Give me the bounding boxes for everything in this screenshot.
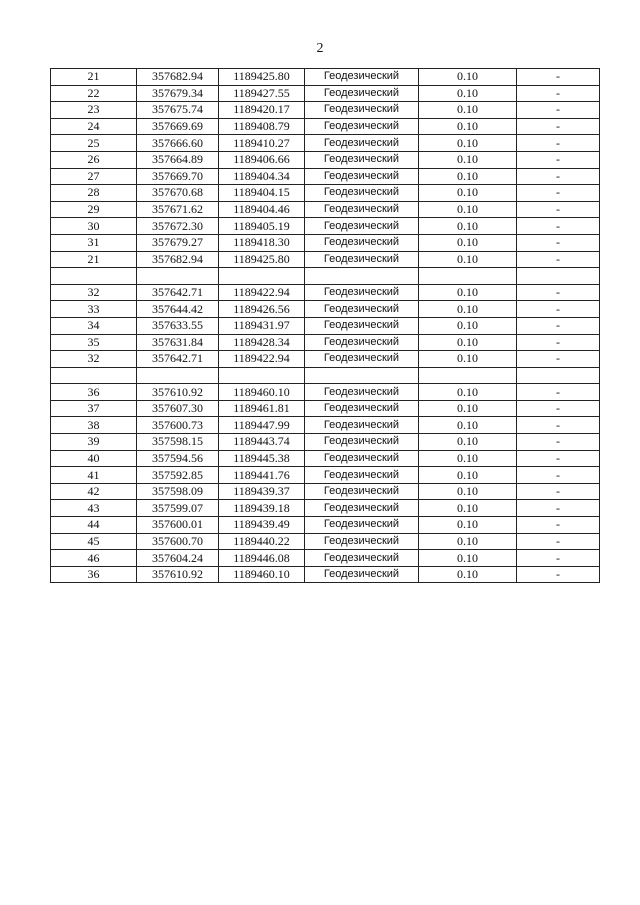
y-coordinate-cell: 1189447.99 [219,417,305,434]
note-cell: - [517,384,600,401]
y-coordinate-cell: 1189439.18 [219,500,305,517]
x-coordinate-cell: 357594.56 [137,450,219,467]
method-cell: Геодезический [305,284,419,301]
x-coordinate-cell: 357604.24 [137,550,219,567]
x-coordinate-cell: 357664.89 [137,151,219,168]
table-row [51,351,600,368]
x-coordinate-cell: 357610.92 [137,384,219,401]
method-cell: Геодезический [305,317,419,334]
y-coordinate-cell: 1189426.56 [219,301,305,318]
accuracy-cell: 0.10 [419,317,517,334]
method-cell: Геодезический [305,400,419,417]
y-coordinate-cell: 1189441.76 [219,467,305,484]
coordinates-table-body [51,69,600,583]
note-cell: - [517,566,600,583]
x-coordinate-cell: 357633.55 [137,317,219,334]
accuracy-cell: 0.10 [419,185,517,202]
y-coordinate-cell: 1189404.46 [219,201,305,218]
y-coordinate-cell: 1189439.37 [219,483,305,500]
x-coordinate-cell: 357671.62 [137,201,219,218]
table-row [51,135,600,152]
table-row [51,533,600,550]
table-row [51,301,600,318]
table-row [51,168,600,185]
point-number-cell: 39 [51,434,137,451]
y-coordinate-cell: 1189422.94 [219,351,305,368]
method-cell: Геодезический [305,168,419,185]
table-row [51,251,600,268]
y-coordinate-cell: 1189406.66 [219,151,305,168]
method-cell: Геодезический [305,384,419,401]
x-coordinate-cell: 357682.94 [137,69,219,86]
x-coordinate-cell: 357642.71 [137,284,219,301]
x-coordinate-cell: 357679.27 [137,234,219,251]
note-cell: - [517,400,600,417]
y-coordinate-cell: 1189404.34 [219,168,305,185]
y-coordinate-cell: 1189427.55 [219,85,305,102]
empty-cell [51,268,137,285]
x-coordinate-cell: 357600.01 [137,517,219,534]
x-coordinate-cell: 357631.84 [137,334,219,351]
accuracy-cell: 0.10 [419,69,517,86]
method-cell: Геодезический [305,85,419,102]
accuracy-cell: 0.10 [419,151,517,168]
accuracy-cell: 0.10 [419,218,517,235]
point-number-cell: 46 [51,550,137,567]
method-cell: Геодезический [305,450,419,467]
accuracy-cell: 0.10 [419,334,517,351]
x-coordinate-cell: 357600.73 [137,417,219,434]
table-row [51,550,600,567]
note-cell: - [517,135,600,152]
note-cell: - [517,201,600,218]
table-row [51,467,600,484]
note-cell: - [517,434,600,451]
note-cell: - [517,334,600,351]
point-number-cell: 42 [51,483,137,500]
note-cell: - [517,234,600,251]
method-cell: Геодезический [305,234,419,251]
y-coordinate-cell: 1189425.80 [219,251,305,268]
method-cell: Геодезический [305,517,419,534]
point-number-cell: 40 [51,450,137,467]
y-coordinate-cell: 1189439.49 [219,517,305,534]
y-coordinate-cell: 1189422.94 [219,284,305,301]
table-row [51,185,600,202]
note-cell: - [517,317,600,334]
table-row [51,234,600,251]
x-coordinate-cell: 357599.07 [137,500,219,517]
note-cell: - [517,550,600,567]
empty-cell [137,367,219,384]
point-number-cell: 36 [51,566,137,583]
empty-cell [419,367,517,384]
y-coordinate-cell: 1189461.81 [219,400,305,417]
table-row [51,566,600,583]
x-coordinate-cell: 357669.69 [137,118,219,135]
table-row [51,118,600,135]
table-row [51,102,600,119]
accuracy-cell: 0.10 [419,102,517,119]
method-cell: Геодезический [305,351,419,368]
x-coordinate-cell: 357642.71 [137,351,219,368]
method-cell: Геодезический [305,151,419,168]
table-row [51,284,600,301]
x-coordinate-cell: 357669.70 [137,168,219,185]
x-coordinate-cell: 357610.92 [137,566,219,583]
method-cell: Геодезический [305,301,419,318]
note-cell: - [517,351,600,368]
y-coordinate-cell: 1189460.10 [219,566,305,583]
accuracy-cell: 0.10 [419,450,517,467]
accuracy-cell: 0.10 [419,251,517,268]
accuracy-cell: 0.10 [419,118,517,135]
accuracy-cell: 0.10 [419,566,517,583]
x-coordinate-cell: 357670.68 [137,185,219,202]
y-coordinate-cell: 1189440.22 [219,533,305,550]
point-number-cell: 37 [51,400,137,417]
note-cell: - [517,517,600,534]
accuracy-cell: 0.10 [419,550,517,567]
note-cell: - [517,301,600,318]
x-coordinate-cell: 357598.15 [137,434,219,451]
point-number-cell: 45 [51,533,137,550]
x-coordinate-cell: 357607.30 [137,400,219,417]
point-number-cell: 35 [51,334,137,351]
y-coordinate-cell: 1189428.34 [219,334,305,351]
point-number-cell: 33 [51,301,137,318]
spacer-row [51,268,600,285]
method-cell: Геодезический [305,69,419,86]
y-coordinate-cell: 1189405.19 [219,218,305,235]
table-row [51,218,600,235]
y-coordinate-cell: 1189408.79 [219,118,305,135]
empty-cell [517,268,600,285]
method-cell: Геодезический [305,483,419,500]
point-number-cell: 34 [51,317,137,334]
point-number-cell: 44 [51,517,137,534]
spacer-row [51,367,600,384]
point-number-cell: 26 [51,151,137,168]
table-row [51,434,600,451]
x-coordinate-cell: 357666.60 [137,135,219,152]
note-cell: - [517,85,600,102]
accuracy-cell: 0.10 [419,135,517,152]
empty-cell [305,367,419,384]
accuracy-cell: 0.10 [419,500,517,517]
point-number-cell: 22 [51,85,137,102]
accuracy-cell: 0.10 [419,201,517,218]
method-cell: Геодезический [305,334,419,351]
point-number-cell: 43 [51,500,137,517]
y-coordinate-cell: 1189425.80 [219,69,305,86]
note-cell: - [517,69,600,86]
table-row [51,517,600,534]
accuracy-cell: 0.10 [419,384,517,401]
table-row [51,85,600,102]
method-cell: Геодезический [305,550,419,567]
x-coordinate-cell: 357644.42 [137,301,219,318]
accuracy-cell: 0.10 [419,517,517,534]
table-row [51,69,600,86]
method-cell: Геодезический [305,417,419,434]
empty-cell [219,268,305,285]
accuracy-cell: 0.10 [419,234,517,251]
accuracy-cell: 0.10 [419,301,517,318]
note-cell: - [517,151,600,168]
empty-cell [419,268,517,285]
table-row [51,417,600,434]
empty-cell [517,367,600,384]
x-coordinate-cell: 357679.34 [137,85,219,102]
table-row [51,483,600,500]
point-number-cell: 32 [51,351,137,368]
note-cell: - [517,118,600,135]
method-cell: Геодезический [305,118,419,135]
accuracy-cell: 0.10 [419,483,517,500]
x-coordinate-cell: 357598.09 [137,483,219,500]
table-row [51,400,600,417]
point-number-cell: 41 [51,467,137,484]
point-number-cell: 36 [51,384,137,401]
note-cell: - [517,483,600,500]
point-number-cell: 25 [51,135,137,152]
empty-cell [219,367,305,384]
accuracy-cell: 0.10 [419,400,517,417]
method-cell: Геодезический [305,434,419,451]
empty-cell [305,268,419,285]
point-number-cell: 23 [51,102,137,119]
point-number-cell: 38 [51,417,137,434]
note-cell: - [517,168,600,185]
point-number-cell: 24 [51,118,137,135]
x-coordinate-cell: 357682.94 [137,251,219,268]
point-number-cell: 27 [51,168,137,185]
table-row [51,151,600,168]
note-cell: - [517,251,600,268]
y-coordinate-cell: 1189431.97 [219,317,305,334]
note-cell: - [517,500,600,517]
y-coordinate-cell: 1189404.15 [219,185,305,202]
empty-cell [51,367,137,384]
note-cell: - [517,533,600,550]
method-cell: Геодезический [305,467,419,484]
method-cell: Геодезический [305,533,419,550]
method-cell: Геодезический [305,218,419,235]
table-row [51,201,600,218]
x-coordinate-cell: 357600.70 [137,533,219,550]
point-number-cell: 21 [51,69,137,86]
method-cell: Геодезический [305,500,419,517]
empty-cell [137,268,219,285]
table-row [51,317,600,334]
note-cell: - [517,467,600,484]
y-coordinate-cell: 1189420.17 [219,102,305,119]
method-cell: Геодезический [305,102,419,119]
table-row [51,384,600,401]
note-cell: - [517,450,600,467]
note-cell: - [517,284,600,301]
coordinates-table [50,68,600,583]
y-coordinate-cell: 1189418.30 [219,234,305,251]
point-number-cell: 30 [51,218,137,235]
y-coordinate-cell: 1189410.27 [219,135,305,152]
accuracy-cell: 0.10 [419,434,517,451]
method-cell: Геодезический [305,201,419,218]
x-coordinate-cell: 357675.74 [137,102,219,119]
accuracy-cell: 0.10 [419,85,517,102]
accuracy-cell: 0.10 [419,467,517,484]
y-coordinate-cell: 1189443.74 [219,434,305,451]
accuracy-cell: 0.10 [419,417,517,434]
point-number-cell: 21 [51,251,137,268]
accuracy-cell: 0.10 [419,168,517,185]
page-number: 2 [316,41,324,56]
method-cell: Геодезический [305,566,419,583]
note-cell: - [517,218,600,235]
y-coordinate-cell: 1189460.10 [219,384,305,401]
y-coordinate-cell: 1189445.38 [219,450,305,467]
accuracy-cell: 0.10 [419,284,517,301]
note-cell: - [517,102,600,119]
point-number-cell: 31 [51,234,137,251]
x-coordinate-cell: 357672.30 [137,218,219,235]
table-row [51,450,600,467]
x-coordinate-cell: 357592.85 [137,467,219,484]
point-number-cell: 28 [51,185,137,202]
accuracy-cell: 0.10 [419,533,517,550]
accuracy-cell: 0.10 [419,351,517,368]
method-cell: Геодезический [305,135,419,152]
method-cell: Геодезический [305,185,419,202]
note-cell: - [517,417,600,434]
method-cell: Геодезический [305,251,419,268]
point-number-cell: 29 [51,201,137,218]
point-number-cell: 32 [51,284,137,301]
table-row [51,334,600,351]
y-coordinate-cell: 1189446.08 [219,550,305,567]
note-cell: - [517,185,600,202]
table-row [51,500,600,517]
